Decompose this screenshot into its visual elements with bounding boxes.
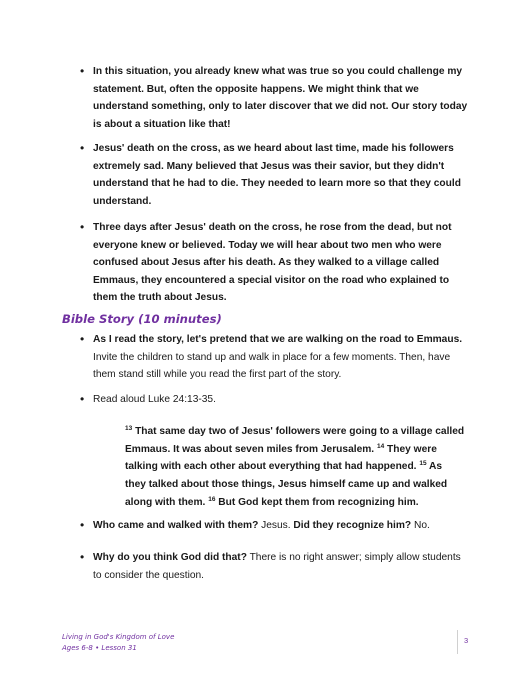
story-instruction-paragraph xyxy=(93,331,468,384)
page-number: 3 xyxy=(464,636,469,645)
bullet-marker: • xyxy=(80,518,85,532)
verse-number-13: 13 xyxy=(125,425,133,432)
question-1 xyxy=(93,517,468,535)
footer-curriculum-title: Living in God's Kingdom of Love xyxy=(62,633,175,641)
section-heading: Bible Story (10 minutes) xyxy=(62,312,222,326)
question-1-answer: Jesus. xyxy=(258,520,294,531)
story-instruction-bold: As I read the story, let's pretend that we are walking on the road to Emmaus. xyxy=(93,334,463,345)
verse-16-text: But God kept them from recognizing him. xyxy=(215,496,419,508)
read-aloud-instruction: Read aloud Luke 24:13-35. xyxy=(93,394,216,405)
footer-divider xyxy=(457,630,458,654)
verse-number-14: 14 xyxy=(376,442,385,450)
footer-lesson-info: Ages 6-8 • Lesson 31 xyxy=(62,644,137,652)
scripture-passage xyxy=(125,423,465,512)
story-instruction-text: Invite the children to stand up and walk in place for a few moments. Then, have them stand still while you read the first part of the story. xyxy=(93,351,451,381)
verse-number-15: 15 xyxy=(419,460,427,468)
bullet-marker: • xyxy=(80,550,85,564)
verse-15-text: As they talked about those things, Jesus himself came up and walked along with them. xyxy=(125,461,448,508)
verse-14-text: They were talking with each other about everything that had happened. xyxy=(125,443,437,473)
bullet-marker: • xyxy=(80,392,85,406)
question-2-ask: Why do you think God did that? xyxy=(93,552,247,563)
bullet-marker: • xyxy=(80,141,85,155)
question-1-ask-2: Did they recognize him? xyxy=(293,520,412,531)
question-2 xyxy=(93,549,468,584)
bullet-marker: • xyxy=(80,220,85,234)
bullet-marker: • xyxy=(80,332,85,346)
intro-paragraph-1: In this situation, you already knew what was true so you could challenge my statement. But, often the opposite happens. We might think that we understand something, only to later discover that we did not. Our story today is about a situation like that! xyxy=(93,66,468,130)
verse-13-text: That same day two of Jesus' followers were going to a village called Emmaus. It was about seven miles from Jerusalem. xyxy=(125,426,465,455)
intro-paragraph-2: Jesus' death on the cross, as we heard about last time, made his followers extremely sad. Many believed that Jesus was their savior, but they didn't understand that he had to die. They needed to learn more so that they could understand. xyxy=(93,143,461,207)
bullet-marker: • xyxy=(80,64,85,78)
question-1-ask: Who came and walked with them? xyxy=(93,520,259,531)
question-2-answer: There is no right answer; simply allow students to consider the question. xyxy=(93,552,461,581)
page-footer xyxy=(62,632,174,654)
question-1-answer-2: No. xyxy=(411,520,430,531)
verse-number-16: 16 xyxy=(208,495,216,503)
intro-paragraph-3: Three days after Jesus' death on the cross, he rose from the dead, but not everyone knew or believed. Today we will hear about two men who were confused about Jesus after his death. As they walked to a village called Emmaus, they encountered a special visitor on the road who explained to them the truth about Jesus. xyxy=(93,222,452,304)
